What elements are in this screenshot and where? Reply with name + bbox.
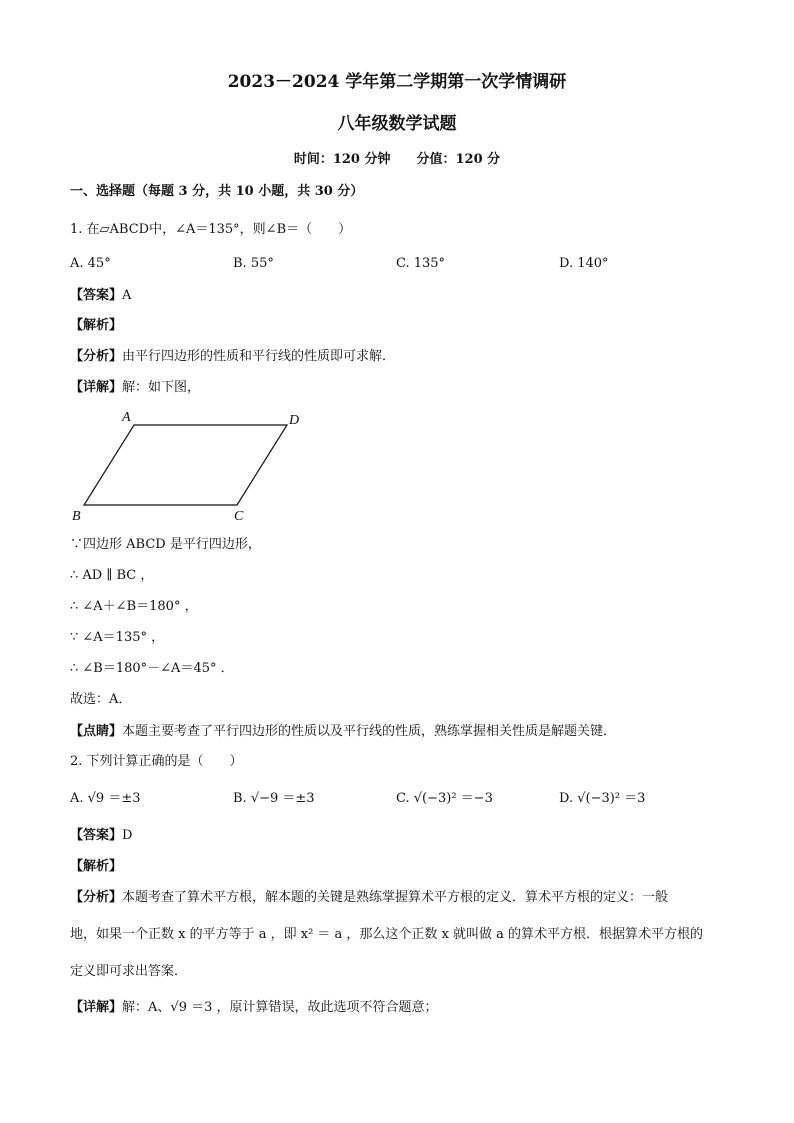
q1-analysis-tag: 【解析】 <box>70 318 123 333</box>
q1-fenxi-line <box>70 347 395 367</box>
q1-option-c: C. 135° <box>396 256 446 271</box>
q1-xiangjie-line <box>70 378 200 398</box>
q1-dianjing-line <box>70 722 616 742</box>
q1-option-a: A. 45° <box>70 256 111 271</box>
q1-dianjing-tag: 【点睛】 <box>70 724 123 739</box>
exam-meta: 时间：120 分钟 分值：120 分 <box>293 152 501 167</box>
q1-option-d: D. 140° <box>559 256 609 271</box>
q2-fenxi-line-2: 地，如果一个正数 x 的平方等于 a ，即 x² ＝ a ，那么这个正数 x 就叫做 a 的算术平方根．根据算术平方根的 <box>70 927 704 942</box>
q1-analysis-line <box>70 316 122 336</box>
q1-answer-tag: 【答案】 <box>70 288 123 303</box>
exam-subtitle: 八年级数学试题 <box>337 114 457 134</box>
q2-xiangjie-line <box>70 998 438 1018</box>
q1-xiangjie-tag: 【详解】 <box>70 380 123 395</box>
q2-answer: D <box>122 828 133 843</box>
q1-fenxi: 由平行四边形的性质和平行线的性质即可求解． <box>122 349 396 364</box>
q1-step-4: ∵ ∠A＝135° ， <box>70 630 165 645</box>
q1-stem: 1. 在▱ABCD中，∠A＝135°，则∠B＝（ ） <box>70 222 352 237</box>
q1-step-6: 故选：A． <box>70 692 132 707</box>
vertex-label-c: C <box>234 509 244 524</box>
q2-analysis-line <box>70 857 122 877</box>
q2-option-b: B. √−9 ＝±3 <box>233 791 315 806</box>
parallelogram-figure <box>66 404 316 526</box>
q1-step-1: ∵四边形 ABCD 是平行四边形， <box>70 537 261 552</box>
parallelogram-shape <box>84 425 287 505</box>
exam-title: 2023－2024 学年第二学期第一次学情调研 <box>227 72 567 92</box>
q1-dianjing: 本题主要考查了平行四边形的性质以及平行线的性质，熟练掌握相关性质是解题关键． <box>122 724 617 739</box>
vertex-label-d: D <box>289 413 300 428</box>
q1-option-b: B. 55° <box>233 256 274 271</box>
vertex-label-a: A <box>122 410 131 425</box>
q2-stem: 2. 下列计算正确的是（ ） <box>70 754 243 769</box>
q2-fenxi-text-1: 本题考查了算术平方根，解本题的关键是熟练掌握算术平方根的定义．算术平方根的定义：一般 <box>122 890 669 905</box>
vertex-label-b: B <box>72 509 81 524</box>
section-heading: 一、选择题（每题 3 分，共 10 小题，共 30 分） <box>70 184 364 199</box>
q2-xiangjie: 解：A、√9 ＝3 ，原计算错误，故此选项不符合题意； <box>122 1000 438 1015</box>
q1-fenxi-tag: 【分析】 <box>70 349 123 364</box>
q1-answer-line <box>70 286 131 306</box>
q2-xiangjie-tag: 【详解】 <box>70 1000 123 1015</box>
q1-step-5: ∴ ∠B＝180°－∠A＝45° ． <box>70 661 234 676</box>
q2-fenxi-line-1 <box>70 888 668 908</box>
q1-step-2: ∴ AD ∥ BC ， <box>70 568 154 583</box>
q2-fenxi-tag: 【分析】 <box>70 890 123 905</box>
q2-analysis-tag: 【解析】 <box>70 859 123 874</box>
q2-answer-tag: 【答案】 <box>70 828 123 843</box>
q1-step-3: ∴ ∠A＋∠B＝180° ， <box>70 599 198 614</box>
q2-answer-line <box>70 826 132 846</box>
q2-option-c: C. √(−3)² ＝−3 <box>396 791 493 806</box>
q1-xiangjie: 解：如下图， <box>122 380 201 395</box>
q2-option-d: D. √(−3)² ＝3 <box>559 791 646 806</box>
q2-fenxi-line-3: 定义即可求出答案． <box>70 964 188 979</box>
q1-answer: A <box>122 288 132 303</box>
q2-option-a: A. √9 ＝±3 <box>70 791 141 806</box>
